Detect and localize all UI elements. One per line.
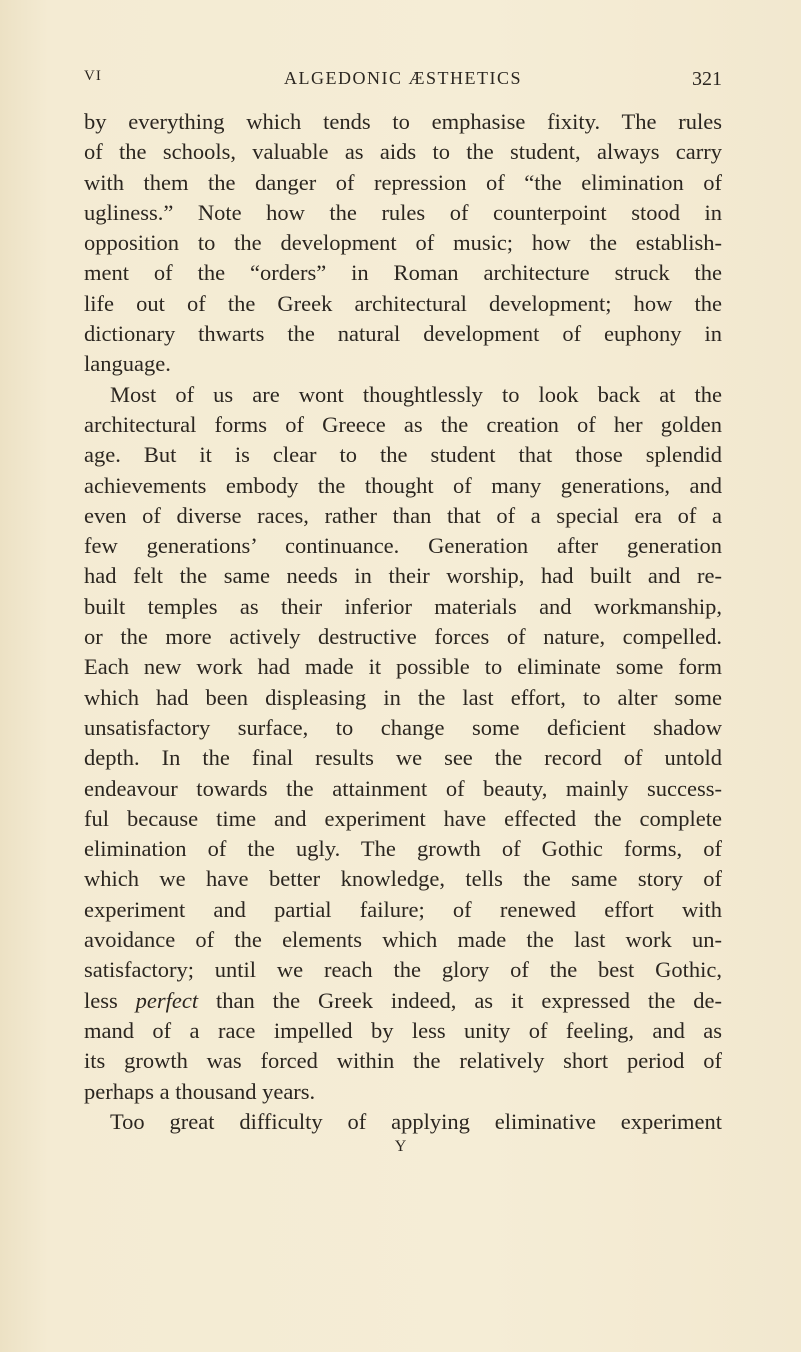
text-line: opposition to the development of music; how the establish- bbox=[84, 230, 722, 256]
text-line: elimination of the ugly. The growth of Gothic forms, of bbox=[84, 836, 722, 862]
text-line: few generations’ continuance. Generation after generation bbox=[84, 533, 722, 559]
text-line: satisfactory; until we reach the glory of the best Gothic, bbox=[84, 957, 722, 983]
text-line: ment of the “orders” in Roman architecture struck the bbox=[84, 260, 722, 286]
text-line: which we have better knowledge, tells the same story of bbox=[84, 866, 722, 892]
text-line: age. But it is clear to the student that those splendid bbox=[84, 442, 722, 468]
text-line: Each new work had made it possible to eliminate some form bbox=[84, 654, 722, 680]
text-line: Too great difficulty of applying eliminative experiment bbox=[110, 1108, 722, 1134]
text-line: Most of us are wont thoughtlessly to look back at the bbox=[110, 381, 722, 407]
text-line: depth. In the final results we see the record of untold bbox=[84, 745, 722, 771]
text-line: dictionary thwarts the natural development of euphony in bbox=[84, 321, 722, 347]
text-line: by everything which tends to emphasise fixity. The rules bbox=[84, 109, 722, 134]
page-number: 321 bbox=[692, 68, 722, 90]
text-line: with them the danger of repression of “the elimination of bbox=[84, 169, 722, 195]
text-line: endeavour towards the attainment of beauty, mainly success- bbox=[84, 775, 722, 801]
text-line: which had been displeasing in the last effort, to alter some bbox=[84, 684, 722, 710]
text-line: its growth was forced within the relatively short period of bbox=[84, 1048, 722, 1074]
text-line: experiment and partial failure; of renewed effort with bbox=[84, 896, 722, 922]
text-line: achievements embody the thought of many generations, and bbox=[84, 472, 722, 498]
text-line: of the schools, valuable as aids to the student, always carry bbox=[84, 139, 722, 165]
text-line: architectural forms of Greece as the creation of her golden bbox=[84, 411, 722, 437]
text-line: life out of the Greek architectural development; how the bbox=[84, 290, 722, 316]
text-line: avoidance of the elements which made the last work un- bbox=[84, 927, 722, 953]
running-title: ALGEDONIC ÆSTHETICS bbox=[284, 68, 522, 88]
text-fragment: than the Greek indeed, as it expressed the de- bbox=[216, 987, 722, 1013]
signature-mark: Y bbox=[394, 1138, 407, 1155]
text-fragment: less bbox=[84, 987, 118, 1013]
chapter-number: VI bbox=[84, 68, 102, 84]
text-line: unsatisfactory surface, to change some deficient shadow bbox=[84, 714, 722, 740]
text-line: had felt the same needs in their worship, had built and re- bbox=[84, 563, 722, 589]
text-line: ugliness.” Note how the rules of counterpoint stood in bbox=[84, 199, 722, 225]
text-line: language. bbox=[84, 351, 171, 377]
italic-word: perfect bbox=[135, 987, 199, 1013]
text-line: ful because time and experiment have effected the complete bbox=[84, 805, 722, 831]
text-line: built temples as their inferior materials and workmanship, bbox=[84, 593, 722, 619]
body-text bbox=[84, 107, 722, 1137]
text-line: or the more actively destructive forces of nature, compelled. bbox=[84, 624, 722, 650]
running-header bbox=[84, 68, 722, 98]
text-line: mand of a race impelled by less unity of feeling, and as bbox=[84, 1017, 722, 1043]
text-line: perhaps a thousand years. bbox=[84, 1078, 316, 1104]
text-line: even of diverse races, rather than that of a special era of a bbox=[84, 502, 722, 528]
text-line-with-italic bbox=[84, 986, 722, 1016]
